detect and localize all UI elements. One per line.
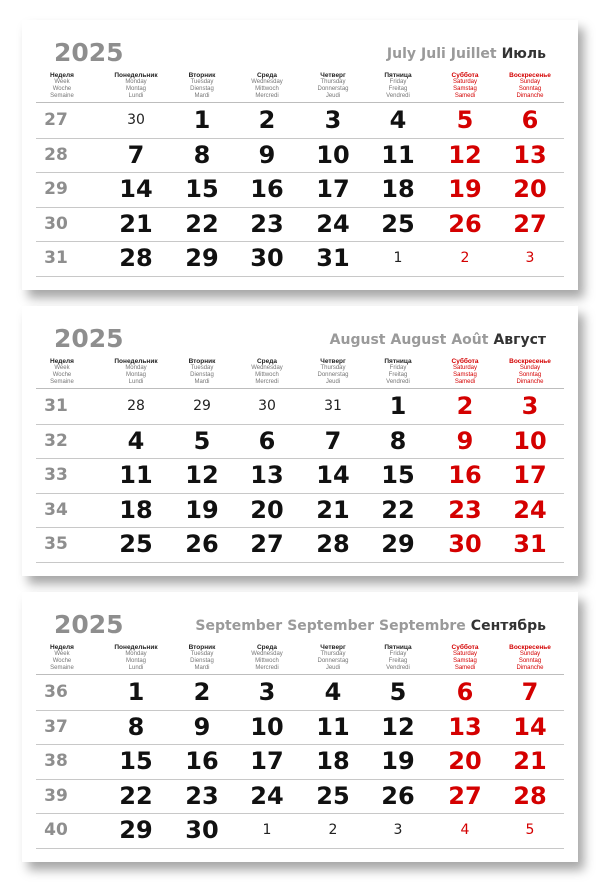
- day-cell: 25: [119, 530, 153, 559]
- week-number: 35: [44, 534, 68, 555]
- weekday-label-ru: Понедельник: [114, 72, 158, 79]
- month-name: September: [287, 618, 374, 634]
- weekday-label-de: Freitag: [388, 86, 408, 92]
- weekday-label-de: Sonntag: [518, 372, 542, 378]
- day-cell: 25: [316, 781, 350, 810]
- weekday-label-ru: Воскресенье: [509, 644, 551, 651]
- weekday-label-de: Mittwoch: [255, 86, 279, 92]
- weekday-header: [432, 72, 498, 100]
- week-row: [36, 675, 564, 711]
- day-cell: 29: [381, 530, 415, 559]
- day-cell: 4: [389, 106, 407, 134]
- weekday-label-ru: Вторник: [188, 644, 216, 651]
- weekday-label-de: Woche: [52, 658, 72, 664]
- day-cell: 17: [250, 747, 284, 776]
- weekday-header-row: [36, 644, 564, 675]
- weekday-label-en: Wednesday: [251, 365, 283, 371]
- week-number: 40: [44, 820, 68, 841]
- day-cell: 4: [324, 678, 342, 706]
- day-cell: 19: [381, 747, 415, 776]
- weekday-label-ru: Четверг: [320, 72, 346, 79]
- day-cell: 17: [513, 461, 547, 490]
- day-cell: 24: [250, 781, 284, 810]
- day-cell: 10: [316, 140, 350, 169]
- weekday-label-en: Sunday: [519, 651, 541, 657]
- day-cell: 23: [185, 781, 219, 810]
- day-cell-adjacent-month: 1: [393, 250, 403, 267]
- weekday-label-de: Sonntag: [518, 658, 542, 664]
- day-cell: 5: [389, 678, 407, 706]
- weekday-header: [300, 358, 366, 386]
- day-cell: 29: [185, 244, 219, 273]
- weekday-label-en: Thursday: [320, 651, 346, 657]
- weekday-label-de: Freitag: [388, 372, 408, 378]
- day-cell: 15: [119, 747, 153, 776]
- weekday-label-en: Friday: [389, 365, 407, 371]
- day-cell: 9: [456, 426, 474, 455]
- week-number: 36: [44, 682, 68, 702]
- weekday-label-fr: Samedi: [454, 379, 476, 385]
- month-name: Septembre: [379, 618, 466, 634]
- weekday-label-ru: Неделя: [50, 644, 74, 651]
- day-cell: 28: [119, 244, 153, 273]
- month-name: September: [195, 618, 283, 634]
- weekday-label-en: Friday: [389, 79, 407, 85]
- day-cell: 15: [185, 175, 219, 204]
- weekday-header: [300, 644, 366, 672]
- day-cell: 27: [448, 781, 482, 810]
- weekday-header: [29, 72, 95, 100]
- weekday-label-en: Sunday: [519, 79, 541, 85]
- day-cell: 12: [381, 712, 415, 741]
- day-cell: 2: [193, 678, 211, 706]
- weekday-header: [103, 72, 169, 100]
- day-cell-adjacent-month: 31: [324, 398, 342, 414]
- weekday-label-fr: Mardi: [194, 379, 210, 385]
- month-name: Août: [451, 332, 489, 348]
- weekday-label-en: Wednesday: [251, 651, 283, 657]
- day-cell: 6: [456, 678, 474, 706]
- day-cell: 1: [389, 392, 407, 420]
- day-cell: 19: [448, 175, 482, 204]
- weekday-label-de: Montag: [125, 86, 146, 92]
- weekday-label-en: Saturday: [452, 651, 477, 657]
- weekday-label-en: Monday: [125, 651, 147, 657]
- weekday-label-en: Tuesday: [190, 365, 214, 371]
- weekday-label-ru: Четверг: [320, 644, 346, 651]
- day-cell: 31: [316, 244, 350, 273]
- day-cell: 13: [448, 712, 482, 741]
- week-row: [36, 744, 564, 780]
- weekday-header: [365, 358, 431, 386]
- week-row: [36, 138, 564, 174]
- day-cell: 25: [381, 209, 415, 238]
- day-cell: 22: [119, 781, 153, 810]
- day-cell-adjacent-month: 2: [328, 822, 338, 839]
- weekday-label-fr: Samedi: [454, 93, 476, 99]
- week-row: [36, 779, 564, 815]
- month-name: Juillet: [450, 46, 497, 62]
- day-cell-adjacent-month: 1: [262, 822, 272, 839]
- day-cell-adjacent-month: 30: [258, 398, 276, 414]
- weekday-header: [29, 644, 95, 672]
- day-cell: 18: [316, 747, 350, 776]
- weekday-header: [497, 358, 563, 386]
- month-names: [325, 332, 546, 348]
- weekday-label-ru: Неделя: [50, 72, 74, 79]
- weekday-header: [169, 644, 235, 672]
- weekday-label-fr: Lundi: [128, 665, 144, 671]
- month-names: [382, 46, 546, 62]
- weekday-label-fr: Mardi: [194, 665, 210, 671]
- weekday-label-ru: Понедельник: [114, 644, 158, 651]
- week-row: [36, 710, 564, 746]
- day-cell: 3: [521, 392, 539, 420]
- year-label: 2025: [54, 610, 124, 639]
- weekday-label-fr: Mercredi: [255, 93, 279, 99]
- weekday-header-row: [36, 358, 564, 389]
- day-cell: 21: [316, 495, 350, 524]
- day-cell: 11: [381, 140, 415, 169]
- day-cell-adjacent-month: 3: [525, 250, 535, 267]
- day-cell: 26: [185, 530, 219, 559]
- weekday-label-de: Donnerstag: [317, 658, 349, 664]
- weekday-label-fr: Jeudi: [325, 93, 341, 99]
- weekday-header: [234, 644, 300, 672]
- weekday-label-en: Thursday: [320, 79, 346, 85]
- weekday-label-fr: Jeudi: [325, 379, 341, 385]
- weekday-label-fr: Semaine: [50, 93, 74, 99]
- day-cell-adjacent-month: 4: [460, 822, 470, 839]
- day-cell: 12: [448, 140, 482, 169]
- weekday-label-fr: Dimanche: [516, 93, 544, 99]
- day-cell: 27: [250, 530, 284, 559]
- week-number: 33: [44, 465, 68, 486]
- weekday-label-fr: Mercredi: [255, 379, 279, 385]
- day-cell: 7: [127, 140, 145, 169]
- weekday-header: [432, 644, 498, 672]
- weekday-label-de: Woche: [52, 86, 72, 92]
- weekday-label-fr: Semaine: [50, 379, 74, 385]
- weekday-header: [234, 358, 300, 386]
- week-number: 30: [44, 213, 68, 234]
- day-cell: 30: [448, 530, 482, 559]
- day-cell: 20: [250, 495, 284, 524]
- weekday-label-en: Wednesday: [251, 79, 283, 85]
- weekday-label-de: Samstag: [453, 86, 477, 92]
- day-cell: 7: [324, 426, 342, 455]
- weekday-label-en: Monday: [125, 365, 147, 371]
- weekday-label-de: Dienstag: [190, 86, 214, 92]
- week-number: 34: [44, 499, 68, 520]
- day-cell: 31: [513, 530, 547, 559]
- day-cell-adjacent-month: 5: [525, 822, 535, 839]
- weekday-label-en: Tuesday: [190, 79, 214, 85]
- day-cell-adjacent-month: 28: [127, 398, 145, 414]
- weekday-label-ru: Суббота: [451, 358, 479, 365]
- day-cell: 23: [250, 209, 284, 238]
- day-cell: 9: [258, 140, 276, 169]
- weekday-label-ru: Неделя: [50, 358, 74, 365]
- day-cell: 13: [250, 461, 284, 490]
- day-cell: 13: [513, 140, 547, 169]
- weekday-label-ru: Среда: [256, 72, 278, 79]
- weekday-label-de: Sonntag: [518, 86, 542, 92]
- day-cell: 8: [389, 426, 407, 455]
- weekday-label-en: Sunday: [519, 365, 541, 371]
- day-cell: 22: [185, 209, 219, 238]
- weekday-label-ru: Пятница: [384, 358, 412, 365]
- weekday-label-en: Saturday: [452, 365, 477, 371]
- weekday-header: [497, 72, 563, 100]
- weekday-label-fr: Dimanche: [516, 379, 544, 385]
- day-cell-adjacent-month: 2: [460, 250, 470, 267]
- day-cell: 2: [258, 106, 276, 134]
- day-cell: 3: [258, 678, 276, 706]
- weekday-label-fr: Vendredi: [386, 379, 410, 385]
- weekday-label-ru: Понедельник: [114, 358, 158, 365]
- weekday-label-de: Samstag: [453, 372, 477, 378]
- month-name: Сентябрь: [470, 618, 546, 634]
- day-cell: 30: [185, 816, 219, 845]
- week-number: 38: [44, 751, 68, 772]
- week-row: [36, 103, 564, 139]
- day-cell: 3: [324, 106, 342, 134]
- weekday-label-ru: Суббота: [451, 644, 479, 651]
- week-row: [36, 172, 564, 208]
- day-cell: 16: [185, 747, 219, 776]
- day-cell: 21: [513, 747, 547, 776]
- day-cell: 1: [193, 106, 211, 134]
- weekday-label-fr: Vendredi: [386, 665, 410, 671]
- day-cell: 9: [193, 712, 211, 741]
- day-cell: 14: [119, 175, 153, 204]
- weekday-label-en: Saturday: [452, 79, 477, 85]
- week-row: [36, 493, 564, 529]
- day-cell: 22: [381, 495, 415, 524]
- day-cell: 16: [250, 175, 284, 204]
- day-cell: 10: [513, 426, 547, 455]
- weekday-label-fr: Samedi: [454, 665, 476, 671]
- weekday-label-fr: Jeudi: [325, 665, 341, 671]
- day-cell: 8: [127, 712, 145, 741]
- day-cell: 8: [193, 140, 211, 169]
- weekday-label-de: Freitag: [388, 658, 408, 664]
- weekday-label-de: Montag: [125, 658, 146, 664]
- weekday-label-ru: Вторник: [188, 72, 216, 79]
- weekday-label-en: Friday: [389, 651, 407, 657]
- week-number: 28: [44, 144, 68, 165]
- day-cell: 20: [513, 175, 547, 204]
- day-cell-adjacent-month: 29: [193, 398, 211, 414]
- day-cell: 24: [513, 495, 547, 524]
- weekday-header: [432, 358, 498, 386]
- weekday-label-de: Donnerstag: [317, 86, 349, 92]
- weekday-label-fr: Mardi: [194, 93, 210, 99]
- weekday-label-ru: Суббота: [451, 72, 479, 79]
- weekday-header: [103, 358, 169, 386]
- week-row: [36, 389, 564, 425]
- day-cell: 28: [316, 530, 350, 559]
- weekday-header: [169, 358, 235, 386]
- day-cell: 24: [316, 209, 350, 238]
- weekday-label-de: Donnerstag: [317, 372, 349, 378]
- day-cell: 6: [258, 426, 276, 455]
- calendar-panel-september: [22, 592, 578, 862]
- month-name: August: [329, 332, 386, 348]
- day-cell-adjacent-month: 3: [393, 822, 403, 839]
- week-row: [36, 207, 564, 243]
- day-cell: 15: [381, 461, 415, 490]
- weekday-header: [497, 644, 563, 672]
- weekday-label-en: Week: [54, 365, 70, 371]
- day-cell: 14: [513, 712, 547, 741]
- calendar-panel-august: [22, 306, 578, 576]
- weekday-label-ru: Воскресенье: [509, 358, 551, 365]
- month-names: [190, 618, 546, 634]
- day-cell: 27: [513, 209, 547, 238]
- weekday-label-ru: Четверг: [320, 358, 346, 365]
- day-cell: 5: [456, 106, 474, 134]
- weekday-header: [103, 644, 169, 672]
- weekday-label-fr: Vendredi: [386, 93, 410, 99]
- day-cell: 2: [456, 392, 474, 420]
- week-number: 32: [44, 430, 68, 451]
- weekday-header: [234, 72, 300, 100]
- month-name: Август: [493, 332, 546, 348]
- day-cell: 11: [316, 712, 350, 741]
- weekday-header: [365, 72, 431, 100]
- day-cell: 5: [193, 426, 211, 455]
- day-cell: 1: [127, 678, 145, 706]
- week-row: [36, 424, 564, 460]
- day-cell: 11: [119, 461, 153, 490]
- weekday-label-de: Montag: [125, 372, 146, 378]
- weekday-label-ru: Среда: [256, 358, 278, 365]
- day-cell: 20: [448, 747, 482, 776]
- week-number: 27: [44, 110, 68, 130]
- day-cell: 10: [250, 712, 284, 741]
- weekday-label-ru: Пятница: [384, 72, 412, 79]
- week-row: [36, 241, 564, 277]
- weekday-header: [169, 72, 235, 100]
- weekday-header: [365, 644, 431, 672]
- day-cell: 18: [119, 495, 153, 524]
- weekday-label-ru: Воскресенье: [509, 72, 551, 79]
- weekday-header: [300, 72, 366, 100]
- week-number: 37: [44, 716, 68, 737]
- day-cell: 7: [521, 678, 539, 706]
- day-cell: 26: [381, 781, 415, 810]
- day-cell: 6: [521, 106, 539, 134]
- day-cell: 23: [448, 495, 482, 524]
- weekday-label-de: Dienstag: [190, 372, 214, 378]
- weekday-label-en: Week: [54, 79, 70, 85]
- weekday-label-de: Mittwoch: [255, 658, 279, 664]
- day-cell: 18: [381, 175, 415, 204]
- year-label: 2025: [54, 324, 124, 353]
- day-cell: 30: [250, 244, 284, 273]
- weekday-label-ru: Пятница: [384, 644, 412, 651]
- month-name: Juli: [421, 46, 446, 62]
- weekday-label-fr: Semaine: [50, 665, 74, 671]
- weekday-label-fr: Lundi: [128, 379, 144, 385]
- weekday-label-en: Tuesday: [190, 651, 214, 657]
- weekday-header-row: [36, 72, 564, 103]
- calendar-panel-july: [22, 20, 578, 290]
- week-row: [36, 458, 564, 494]
- week-number: 31: [44, 248, 68, 269]
- week-row: [36, 527, 564, 563]
- day-cell: 14: [316, 461, 350, 490]
- weekday-header: [29, 358, 95, 386]
- week-number: 29: [44, 179, 68, 200]
- day-cell: 26: [448, 209, 482, 238]
- day-cell-adjacent-month: 30: [127, 112, 145, 128]
- day-cell: 4: [127, 426, 145, 455]
- day-cell: 19: [185, 495, 219, 524]
- weekday-label-en: Monday: [125, 79, 147, 85]
- day-cell: 21: [119, 209, 153, 238]
- month-name: Июль: [501, 46, 546, 62]
- weekday-label-en: Thursday: [320, 365, 346, 371]
- weekday-label-de: Dienstag: [190, 658, 214, 664]
- weekday-label-fr: Dimanche: [516, 665, 544, 671]
- weekday-label-ru: Вторник: [188, 358, 216, 365]
- weekday-label-ru: Среда: [256, 644, 278, 651]
- month-name: July: [386, 46, 417, 62]
- weekday-label-fr: Mercredi: [255, 665, 279, 671]
- weekday-label-en: Week: [54, 651, 70, 657]
- weekday-label-fr: Lundi: [128, 93, 144, 99]
- day-cell: 29: [119, 816, 153, 845]
- day-cell: 28: [513, 781, 547, 810]
- day-cell: 16: [448, 461, 482, 490]
- year-label: 2025: [54, 38, 124, 67]
- weekday-label-de: Samstag: [453, 658, 477, 664]
- weekday-label-de: Mittwoch: [255, 372, 279, 378]
- month-name: August: [390, 332, 447, 348]
- weekday-label-de: Woche: [52, 372, 72, 378]
- day-cell: 17: [316, 175, 350, 204]
- day-cell: 12: [185, 461, 219, 490]
- week-number: 31: [44, 396, 68, 416]
- week-number: 39: [44, 785, 68, 806]
- week-row: [36, 813, 564, 849]
